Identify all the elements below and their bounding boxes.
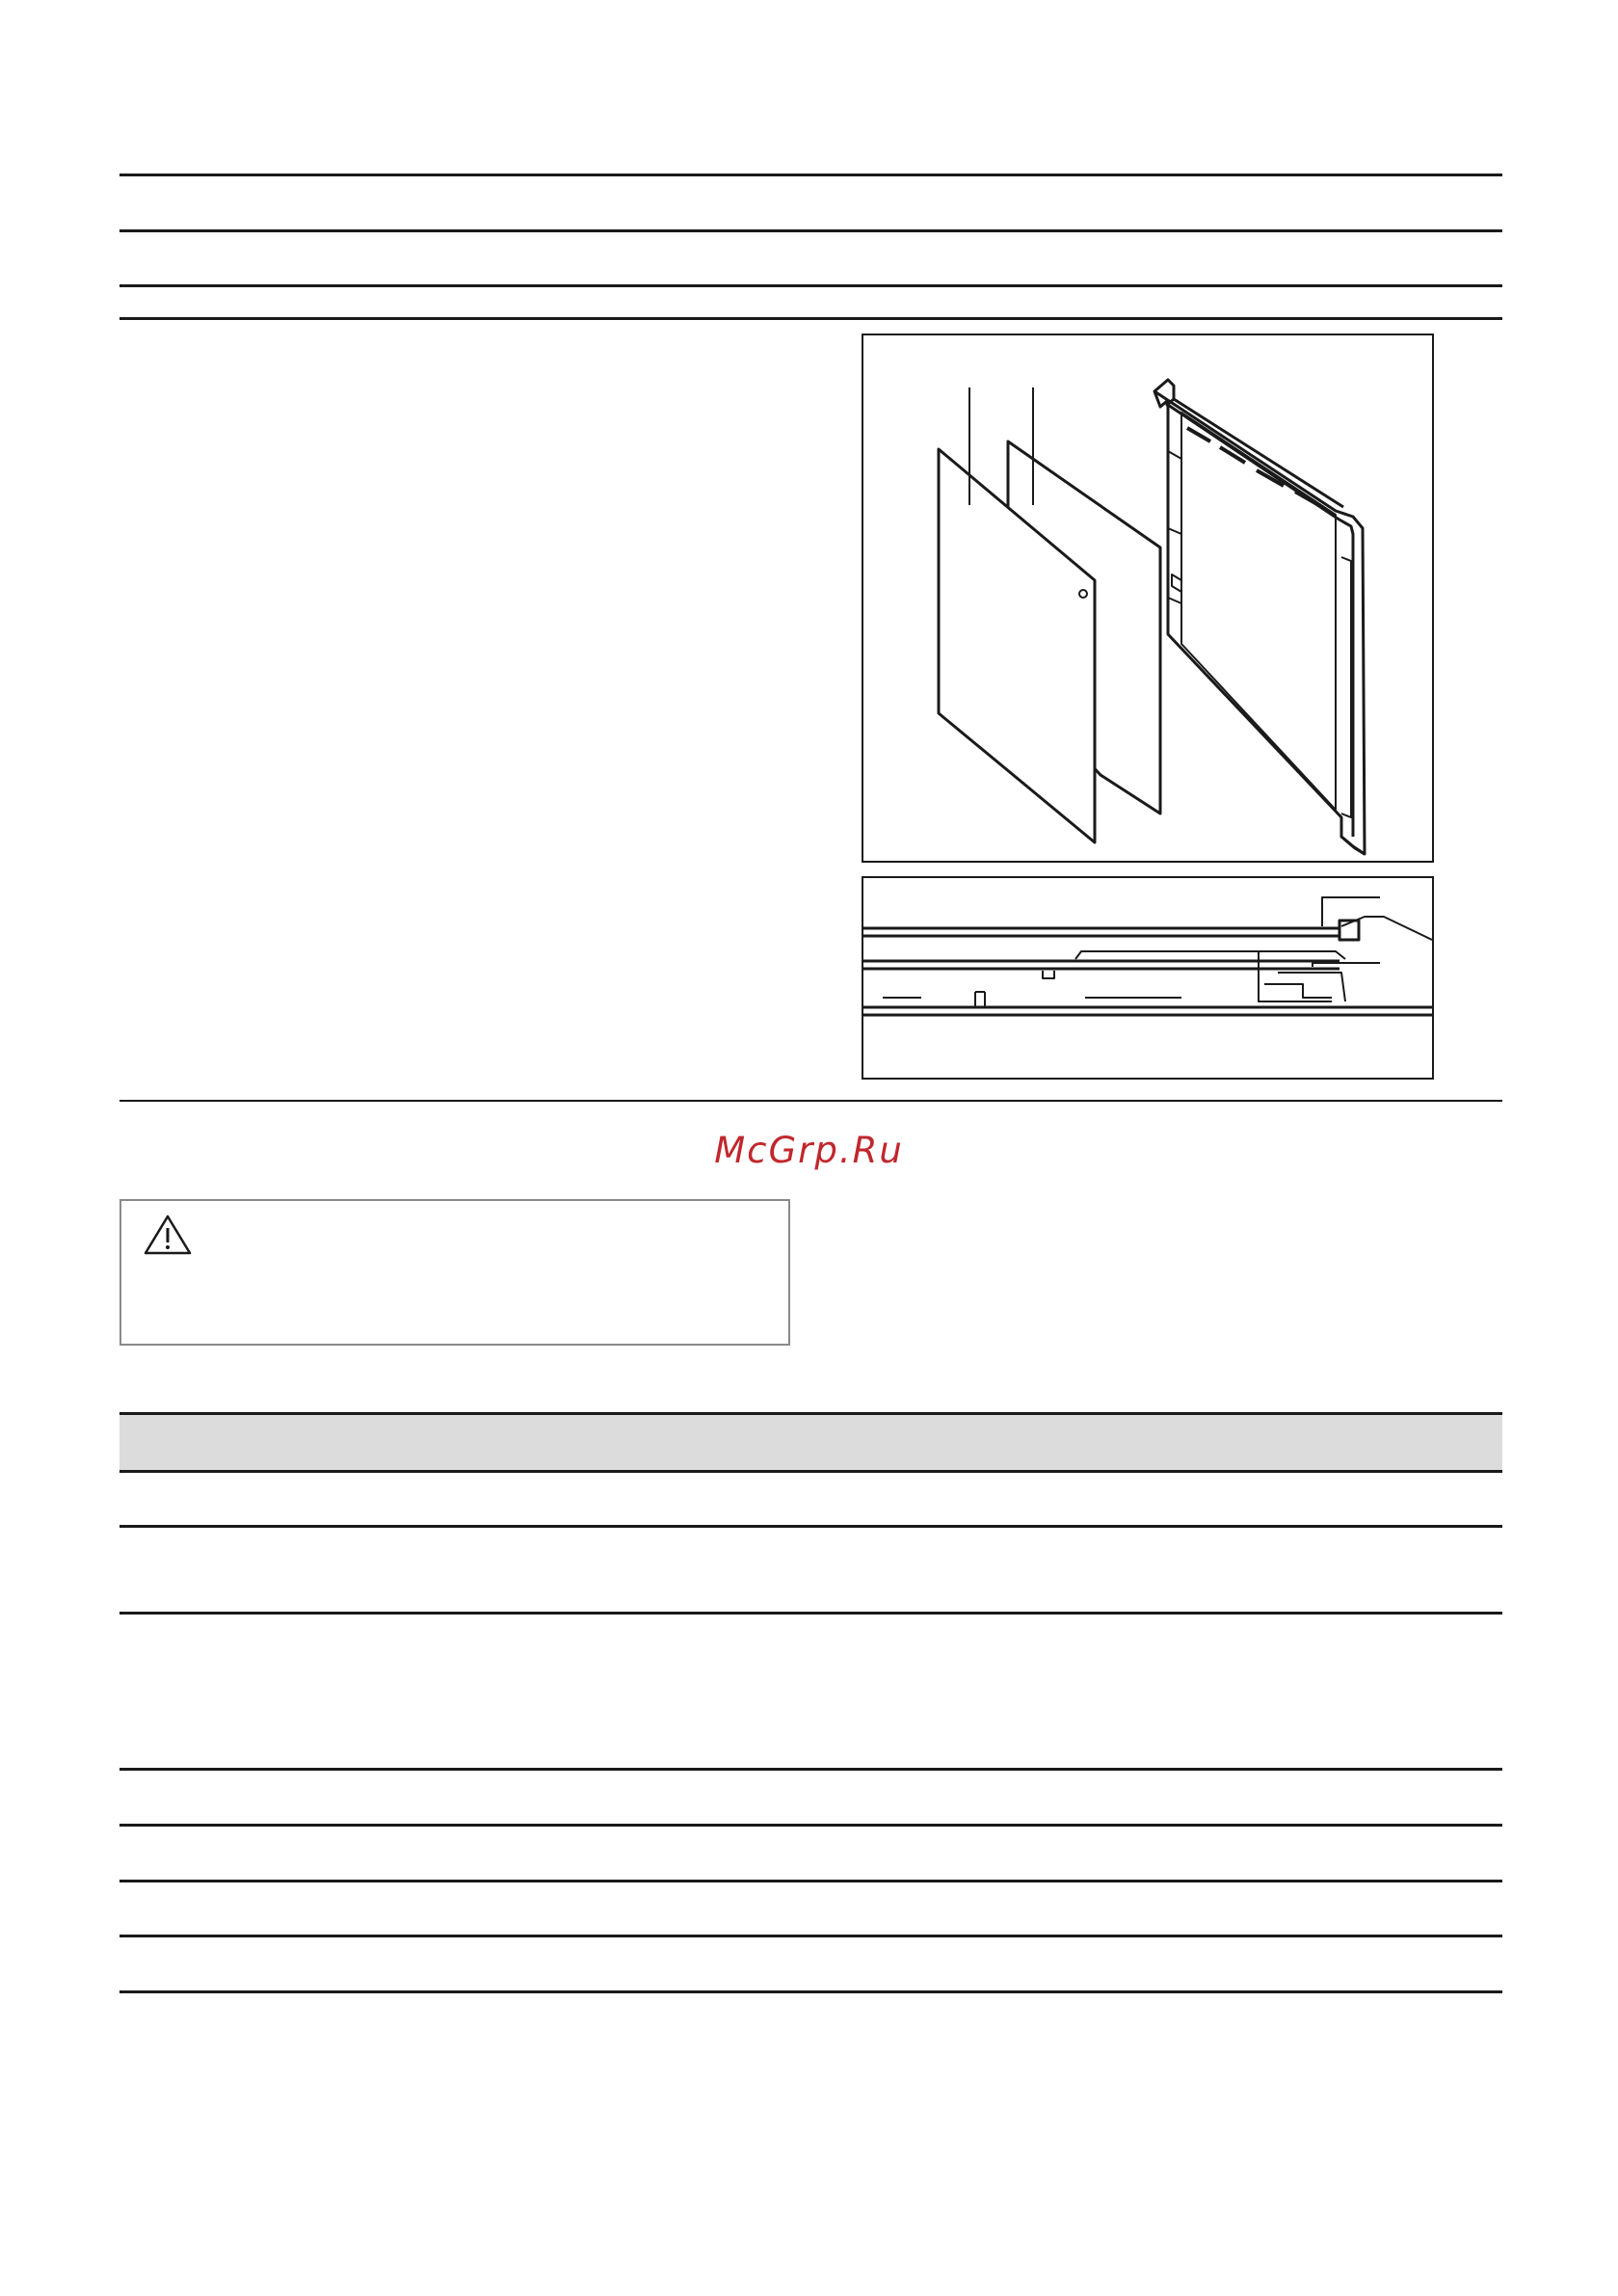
table-row-rule-6	[119, 1880, 1502, 1882]
table-row-rule-5	[119, 1824, 1502, 1827]
warning-triangle-icon	[143, 1213, 193, 1257]
table-row-rule-3	[119, 1612, 1502, 1615]
table-header-row	[119, 1413, 1502, 1471]
table-row-rule-1	[119, 1470, 1502, 1473]
door-glass-figure	[862, 334, 1434, 863]
warning-box	[119, 1199, 790, 1346]
glass-seating-detail	[862, 876, 1434, 1080]
header-rule-3	[119, 284, 1502, 287]
pane-marker	[1079, 590, 1087, 598]
table-row-rule-2	[119, 1525, 1502, 1528]
watermark-text: McGrp.Ru	[714, 1130, 904, 1171]
door-frame-top	[1154, 391, 1365, 854]
header-rule-2	[119, 229, 1502, 232]
glass-seating-drawing	[863, 878, 1432, 1078]
section-rule	[119, 1100, 1502, 1102]
door-glass-illustration	[863, 335, 1432, 861]
table-row-rule-7	[119, 1935, 1502, 1937]
table-header-rule-top	[119, 1412, 1502, 1415]
header-rule-1	[119, 174, 1502, 176]
table-row-rule-4	[119, 1768, 1502, 1771]
table-row-rule-8	[119, 1990, 1502, 1993]
header-rule-4	[119, 317, 1502, 320]
